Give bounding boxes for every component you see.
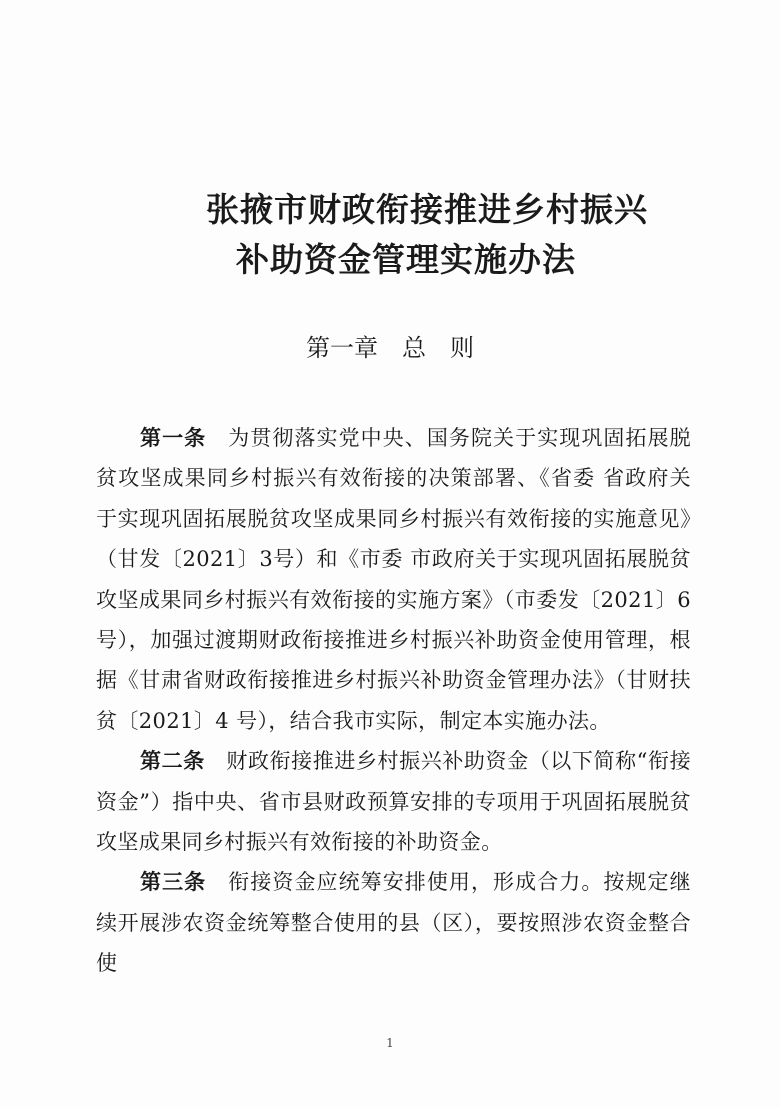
article-text: 财政衔接推进乡村振兴补助资金（以下简称“衔接资金”）指中央、省市县财政预算安排的专项用于巩固拓展脱贫攻坚成果同乡村振兴有效衔接的补助资金。 — [96, 749, 692, 855]
article-text: 衔接资金应统筹安排使用，形成合力。按规定继续开展涉农资金统筹整合使用的县（区），要按照涉农资金整合使 — [96, 870, 691, 976]
page-number: 1 — [386, 1036, 394, 1050]
chapter-heading: 第一章 总 则 — [306, 334, 474, 362]
document-title-line-2: 补助资金管理实施办法 — [236, 240, 576, 279]
article-text: 为贯彻落实党中央、国务院关于实现巩固拓展脱贫攻坚成果同乡村振兴有效衔接的决策部署、《省委 省政府关于实现巩固拓展脱贫攻坚成果同乡村振兴有效衔接的实施意见》（甘发〔2021〕3号）和《市委 市政府关于实现巩固拓展脱贫攻坚成果同乡村振兴有效衔接的实施方案》（市委发〔2021〕6 号），加强过渡期财政衔接推进乡村振兴补助资金使用管理，根据《甘肃省财政衔接推进乡村振兴补助资金管理办法》（甘财扶贫〔2021〕4 号），结合我市实际，制定本实施办法。 — [96, 426, 691, 733]
article-number: 第三条 — [140, 870, 207, 895]
document-body — [96, 418, 691, 984]
article-3 — [96, 862, 691, 983]
article-number: 第一条 — [140, 426, 207, 450]
article-2 — [96, 741, 691, 862]
article-1 — [96, 418, 691, 741]
document-title-line-1: 张掖市财政衔接推进乡村振兴 — [206, 190, 648, 229]
article-number: 第二条 — [140, 749, 205, 774]
